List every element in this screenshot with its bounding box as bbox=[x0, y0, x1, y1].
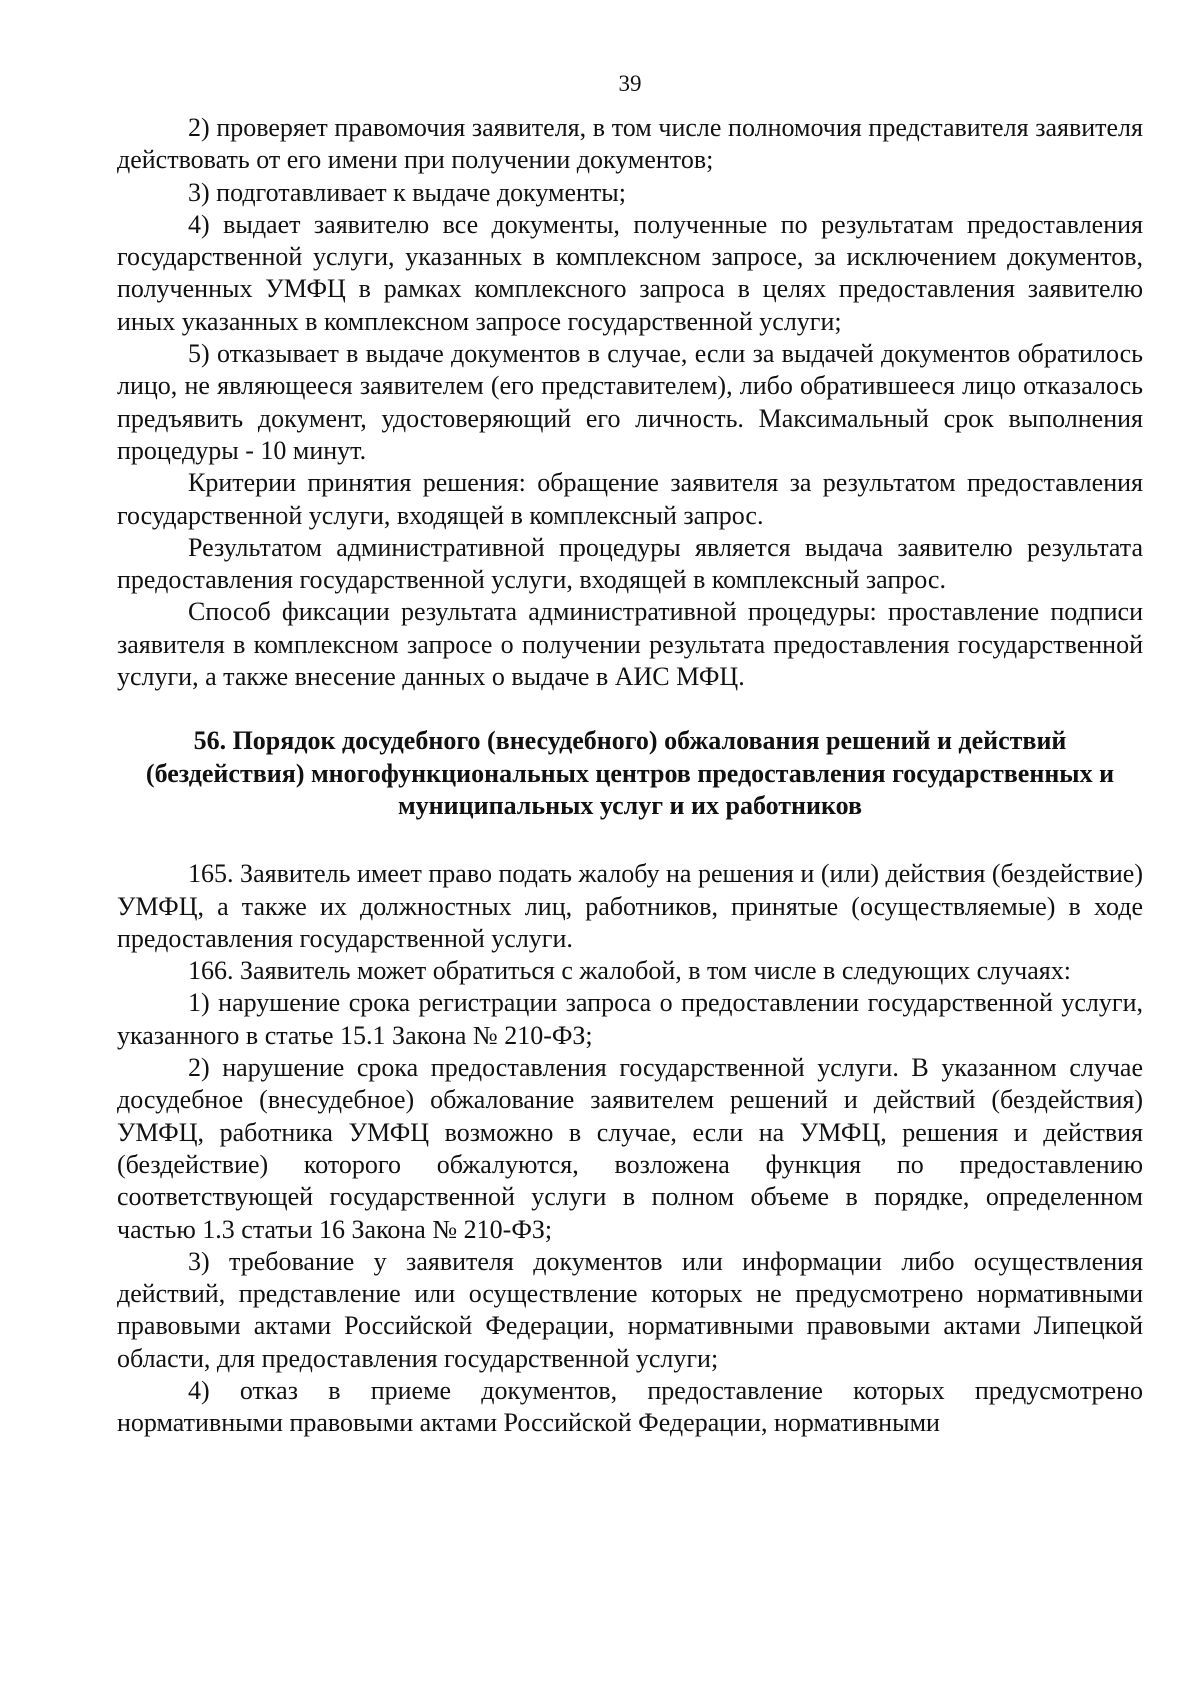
paragraph-case-2: 2) нарушение срока предоставления государственной услуги. В указанном случае досудебное (внесудебное) обжалование заявителем решений и действий (бездействия) УМФЦ, работника УМФЦ возможно в случае, если на УМФЦ, решения и действия (бездействие) которого обжалуются, возложена функция по предоставлению соответствующей государственной услуги в полном объеме в порядке, определенном частью 1.3 статьи 16 Закона № 210-ФЗ; bbox=[117, 1053, 1143, 1244]
paragraph-166: 166. Заявитель может обратиться с жалобой, в том числе в следующих случаях: bbox=[188, 956, 1071, 986]
paragraph-165: 165. Заявитель имеет право подать жалобу на решения и (или) действия (бездействие) УМФЦ, а также их должностных лиц, работников, принятые (осуществляемые) в ходе предоставления государственной услуги. bbox=[117, 859, 1143, 953]
paragraph-item-4-issue: 4) выдает заявителю все документы, полученные по результатам предоставления государственной услуги, указанных в комплексном запросе, за исключением документов, полученных УМФЦ в рамках комплексного запроса в целях предоставления заявителю иных указанных в комплексном запросе государственной услуги; bbox=[117, 209, 1143, 336]
paragraph-item-2-verify: 2) проверяет правомочия заявителя, в том числе полномочия представителя заявителя действовать от его имени при получении документов; bbox=[117, 113, 1143, 175]
paragraph-procedure-result: Результатом административной процедуры является выдача заявителю результата предоставления государственной услуги, входящей в комплексный запрос. bbox=[117, 532, 1143, 595]
paragraph-item-5-refuse: 5) отказывает в выдаче документов в случае, если за выдачей документов обратилось лицо, не являющееся заявителем (его представителем), либо обратившееся лицо отказалось предъявить документ, удостоверяющий его личность. Максимальный срок выполнения процедуры - 10 минут. bbox=[117, 339, 1143, 465]
section-heading: 56. Порядок досудебного (внесудебного) обжалования решений и действий (бездействия) многофункциональных центров предоставления государственных и муниципальных услуг и их работников bbox=[145, 726, 1115, 820]
paragraph-item-3-prepare: 3) подготавливает к выдаче документы; bbox=[188, 177, 626, 207]
paragraph-case-3: 3) требование у заявителя документов или информации либо осуществления действий, представление или осуществление которых не предусмотрено нормативными правовыми актами Российской Федерации, нормативными правовыми актами Липецкой области, для предоставления государственной услуги; bbox=[117, 1246, 1143, 1373]
page-number: 39 bbox=[618, 71, 642, 96]
document-page bbox=[117, 70, 1143, 1440]
paragraph-case-4: 4) отказ в приеме документов, предоставление которых предусмотрено нормативными правовыми актами Российской Федерации, нормативными bbox=[117, 1375, 1143, 1438]
paragraph-recording-method: Способ фиксации результата административной процедуры: проставление подписи заявителя в комплексном запросе о получении результата предоставления государственной услуги, а также внесение данных о выдаче в АИС МФЦ. bbox=[117, 597, 1143, 692]
paragraph-case-1: 1) нарушение срока регистрации запроса о предоставлении государственной услуги, указанного в статье 15.1 Закона № 210-ФЗ; bbox=[117, 988, 1143, 1050]
paragraph-decision-criteria: Критерии принятия решения: обращение заявителя за результатом предоставления государственной услуги, входящей в комплексный запрос. bbox=[117, 468, 1143, 530]
